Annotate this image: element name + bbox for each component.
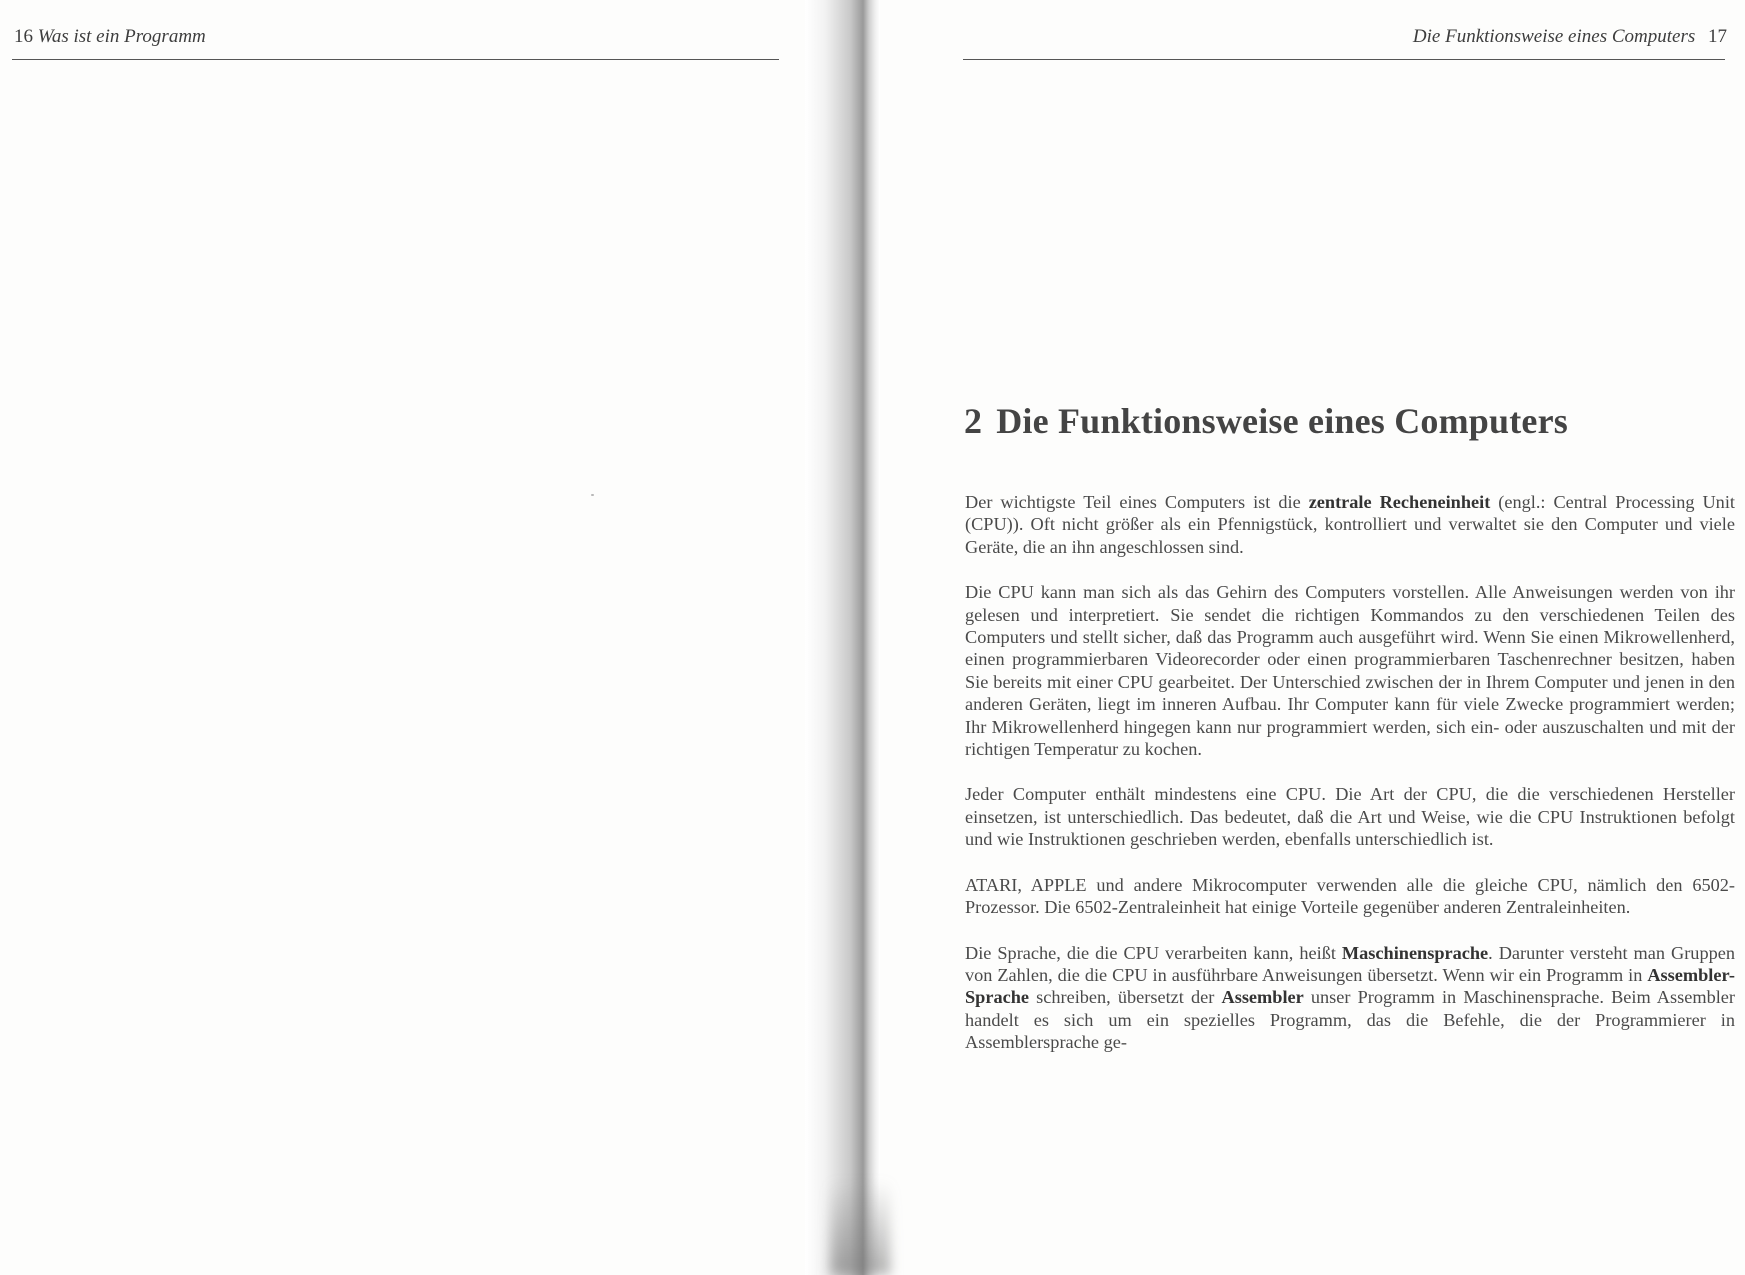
book-gutter <box>805 0 880 1275</box>
left-page <box>0 0 805 1275</box>
paragraph-text: Die CPU kann man sich als das Gehirn des Computers vorstellen. Alle Anweisungen werden von ihr gelesen und interpretiert. Sie sendet die richtigen Kommandos zu den verschiedenen Teilen des Computers und stellt sicher, daß das Programm auch ausgeführt wird. Wenn Sie einen Mikrowellenherd, einen programmierbaren Videorecorder oder einen programmierbaren Taschenrechner besitzen, haben Sie bereits mit einer CPU gearbeitet. Der Unterschied zwischen der in Ihrem Computer und jenen in den anderen Geräten, liegt im inneren Aufbau. Ihr Computer kann für viele Zwecke programmiert werden; Ihr Mikrowellenherd hingegen kann nur programmiert werden, sich ein- oder auszuschalten und mit der richtigen Temperatur zu kochen. <box>965 582 1735 760</box>
paragraph-text: (engl.: Central Processing Unit (CPU)). Oft nicht größer als ein Pfennigstück, kontrolliert und verwaltet sie den Computer und viele Geräte, die an ihn angeschlossen sind. <box>965 492 1735 557</box>
bold-term: Maschinensprache <box>1341 942 1489 963</box>
left-header-rule <box>12 59 779 60</box>
paragraph-text: Der wichtigste Teil eines Computers ist die <box>965 492 1309 512</box>
paragraph-text: ATARI, APPLE und andere Mikrocomputer verwenden alle die gleiche CPU, nämlich den 6502-Prozessor. Die 6502-Zentraleinheit hat einige Vorteile gegenüber anderen Zentraleinheiten. <box>965 874 1735 918</box>
right-running-head <box>1413 26 1727 48</box>
left-running-title: Was ist ein Programm <box>37 26 206 47</box>
paragraph-text: . Darunter versteht man Gruppen von Zahlen, die die CPU in ausführbare Anweisungen übersetzt. Wenn wir ein Programm in <box>965 942 1735 985</box>
paragraph-text: schreiben, übersetzt der <box>1028 987 1222 1008</box>
bold-term: zentrale Recheneinheit <box>1308 492 1491 512</box>
body-paragraph <box>965 783 1735 850</box>
paragraph-text: Jeder Computer enthält mindestens eine CPU. Die Art der CPU, die die verschiedenen Hersteller einsetzen, ist unterschiedlich. Das bedeutet, daß die Art und Weise, wie die CPU Instruktionen befolgt und wie Instruktionen geschrieben werden, ebenfalls unterschiedlich ist. <box>965 784 1735 850</box>
chapter-number: 2 <box>964 401 983 441</box>
paragraph-text: Die Sprache, die die CPU verarbeiten kann, heißt <box>965 942 1342 963</box>
chapter-title-text: Die Funktionsweise eines Computers <box>996 401 1568 441</box>
bold-term: Assembler-Sprache <box>965 964 1735 1008</box>
right-page <box>880 0 1745 1275</box>
body-paragraph <box>965 874 1735 919</box>
paragraph-text: unser Programm in Maschinensprache. Beim Assembler handelt es sich um ein spezielles Programm, das die Befehle, die der Programmierer in Assemblersprache ge- <box>965 987 1735 1053</box>
right-page-number: 17 <box>1708 26 1727 47</box>
right-running-title: Die Funktionsweise eines Computers <box>1412 26 1696 47</box>
body-paragraph <box>965 491 1735 558</box>
chapter-heading <box>964 400 1568 442</box>
paper-speck <box>591 494 594 496</box>
left-page-number: 16 <box>14 26 33 47</box>
left-running-head <box>14 26 206 48</box>
bold-term: Assembler <box>1221 987 1304 1008</box>
body-paragraph <box>965 942 1735 1054</box>
body-paragraph <box>965 581 1735 760</box>
chapter-body <box>965 491 1735 1077</box>
right-header-rule <box>963 59 1725 60</box>
